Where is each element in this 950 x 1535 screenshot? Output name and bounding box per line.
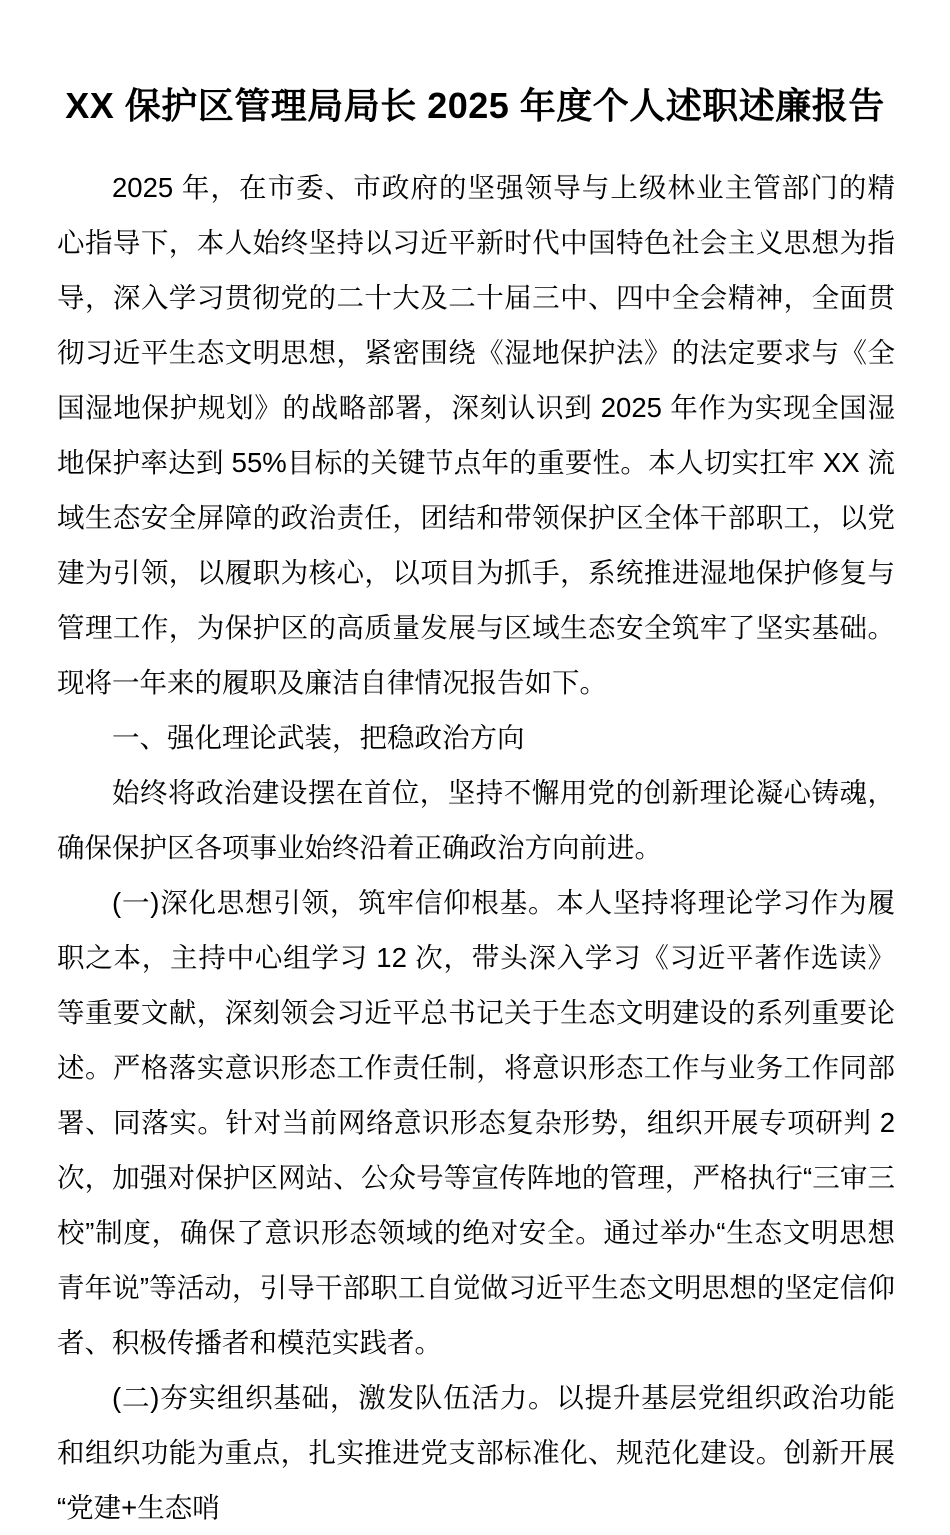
page-title: XX 保护区管理局局长 2025 年度个人述职述廉报告 xyxy=(65,85,885,127)
subsection-1-1-paragraph: (一)深化思想引领，筑牢信仰根基。本人坚持将理论学习作为履职之本，主持中心组学习 12 次，带头深入学习《习近平著作选读》等重要文献，深刻领会习近平总书记关于生态文明建设的系列重要论述。严格落实意识形态工作责任制，将意识形态工作与业务工作同部署、同落实。针对当前网络意识形态复杂形势，组织开展专项研判 2 次，加强对保护区网站、公众号等宣传阵地的管理，严格执行“三审三校”制度，确保了意识形态领域的绝对安全。通过举办“生态文明思想青年说”等活动，引导干部职工自觉做习近平生态文明思想的坚定信仰者、积极传播者和模范实践者。 xyxy=(57,887,895,1358)
opening-paragraph: 2025 年，在市委、市政府的坚强领导与上级林业主管部门的精心指导下，本人始终坚持以习近平新时代中国特色社会主义思想为指导，深入学习贯彻党的二十大及二十届三中、四中全会精神，全面贯彻习近平生态文明思想，紧密围绕《湿地保护法》的法定要求与《全国湿地保护规划》的战略部署，深刻认识到 2025 年作为实现全国湿地保护率达到 55%目标的关键节点年的重要性。本人切实扛牢 XX 流域生态安全屏障的政治责任，团结和带领保护区全体干部职工，以党建为引领，以履职为核心，以项目为抓手，系统推进湿地保护修复与管理工作，为保护区的高质量发展与区域生态安全筑牢了坚实基础。现将一年来的履职及廉洁自律情况报告如下。 xyxy=(57,172,895,698)
document-body xyxy=(57,160,895,1535)
subsection-1-2-paragraph: (二)夯实组织基础，激发队伍活力。以提升基层党组织政治功能和组织功能为重点，扎实推进党支部标准化、规范化建设。创新开展“党建+生态哨 xyxy=(57,1382,895,1523)
section-1-lead-paragraph: 始终将政治建设摆在首位，坚持不懈用党的创新理论凝心铸魂，确保保护区各项事业始终沿着正确政治方向前进。 xyxy=(57,777,895,863)
section-heading-1: 一、强化理论武装，把稳政治方向 xyxy=(112,722,525,753)
